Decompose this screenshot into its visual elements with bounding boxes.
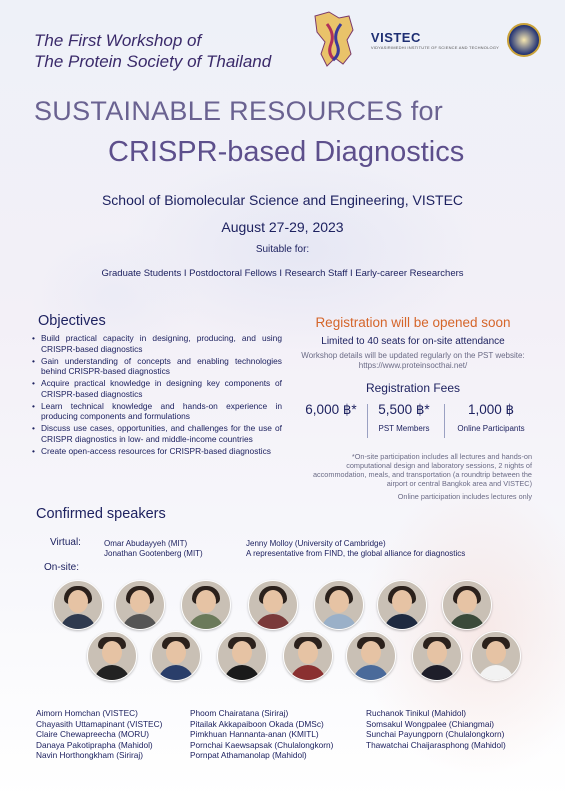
virtual-speakers-col1 xyxy=(104,539,203,559)
speaker-photo xyxy=(442,580,492,630)
speaker-photo xyxy=(87,631,137,681)
vistec-logo-subtext: VIDYASIRIMEDHI INSTITUTE OF SCIENCE AND TECHNOLOGY xyxy=(370,45,499,50)
speaker-name: Danaya Pakotiprapha (Mahidol) xyxy=(36,739,153,750)
speaker-photo xyxy=(471,631,521,681)
objective-item: • Learn technical knowledge and hands-on experience in producing components and formulations xyxy=(32,401,282,422)
fee-label: Online Participants xyxy=(457,424,525,433)
speaker-name: Jonathan Gootenberg (MIT) xyxy=(104,549,203,558)
school-name: School of Biomolecular Science and Engineering, VISTEC xyxy=(101,192,464,208)
speaker-photo xyxy=(283,631,333,681)
objective-item: • Create open-access resources for CRISPR-based diagnostics xyxy=(32,446,282,457)
speaker-photo xyxy=(377,580,427,630)
onsite-speakers-col3 xyxy=(366,708,506,750)
fee-amount: 1,000 ฿ xyxy=(467,402,515,417)
fee-pst-members xyxy=(368,402,440,433)
speaker-photo xyxy=(217,631,267,681)
fee-amount: 5,500 ฿* xyxy=(378,402,430,417)
speaker-name: Pimkhuan Hannanta-anan (KMITL) xyxy=(190,729,319,740)
objectives-list xyxy=(32,333,282,458)
speaker-name: Jenny Molloy (University of Cambridge) xyxy=(246,539,386,548)
speaker-name: Chayasith Uttamapinant (VISTEC) xyxy=(36,718,163,729)
audience-list: Graduate Students I Postdoctoral Fellows I Research Staff I Early-career Researchers xyxy=(101,268,464,279)
speaker-photo xyxy=(314,580,364,630)
speaker-photo xyxy=(346,631,396,681)
speaker-photo xyxy=(412,631,462,681)
main-title-line2: CRISPR-based Diagnostics xyxy=(108,136,465,168)
registration-limit: Limited to 40 seats for on-site attendance xyxy=(321,336,505,347)
speaker-name: Claire Chewapreecha (MORU) xyxy=(36,729,149,740)
speaker-name: A representative from FIND, the global alliance for diagnostics xyxy=(246,549,466,558)
vistec-logo xyxy=(371,30,499,50)
objective-item: • Acquire practical knowledge in designing key components of CRISPR-based diagnostics xyxy=(32,378,282,399)
speaker-name: Pornpat Athamanolap (Mahidol) xyxy=(190,750,307,761)
speaker-photo xyxy=(151,631,201,681)
workshop-title xyxy=(34,30,271,72)
speaker-name: Navin Horthongkham (Siriraj) xyxy=(36,750,143,761)
fee-online xyxy=(446,402,536,433)
workshop-title-line1: The First Workshop of xyxy=(34,31,202,50)
onsite-label: On-site: xyxy=(44,562,80,573)
speaker-name: Pitailak Akkapaiboon Okada (DMSc) xyxy=(190,718,324,729)
royal-seal-icon xyxy=(507,23,541,57)
speakers-heading: Confirmed speakers xyxy=(36,506,166,522)
onsite-speakers-col2 xyxy=(190,708,333,761)
speaker-photo xyxy=(248,580,298,630)
pst-logo-icon xyxy=(305,10,363,70)
speaker-name: Aimorn Homchan (VISTEC) xyxy=(36,708,138,718)
fee-amount: 6,000 ฿* xyxy=(305,402,357,417)
speaker-photo xyxy=(53,580,103,630)
objectives-heading: Objectives xyxy=(38,313,106,329)
speaker-name: Somsakul Wongpalee (Chiangmai) xyxy=(366,718,495,729)
speaker-name: Phoom Chairatana (Siriraj) xyxy=(190,708,289,718)
speaker-photo xyxy=(181,580,231,630)
fee-divider xyxy=(444,404,445,438)
speaker-name: Sunchai Payungporn (Chulalongkorn) xyxy=(366,729,505,740)
virtual-speakers-col2 xyxy=(246,539,465,559)
speaker-name: Thawatchai Chaijarasphong (Mahidol) xyxy=(366,739,506,750)
objective-item: • Build practical capacity in designing, producing, and using CRISPR-based diagnostics xyxy=(32,333,282,354)
fees-fine-print: *On-site participation includes all lectures and hands-on computational design and laboratory sessions, 2 nights of accommodation, meals, and transportation (a roundtrip between the airport or central Bangkok area and VISTEC) xyxy=(312,452,532,488)
fees-heading: Registration Fees xyxy=(365,381,461,395)
registration-website-note: Workshop details will be updated regularly on the PST website: https://www.proteinsocthai.net/ xyxy=(301,351,525,370)
speaker-name: Ruchanok Tinikul (Mahidol) xyxy=(366,708,467,718)
speaker-photo xyxy=(115,580,165,630)
objective-item: • Gain understanding of concepts and enabling technologies behind CRISPR-based diagnostics xyxy=(32,356,282,377)
speaker-name: Pornchai Kaewsapsak (Chulalongkorn) xyxy=(190,739,334,750)
suitable-label: Suitable for: xyxy=(255,244,310,255)
registration-heading: Registration will be opened soon xyxy=(315,315,511,330)
fee-label: PST Members xyxy=(378,424,430,433)
main-title-line1: SUSTAINABLE RESOURCES for xyxy=(34,96,444,126)
virtual-label: Virtual: xyxy=(50,537,81,548)
vistec-logo-text: VISTEC xyxy=(370,30,421,45)
speaker-name: Omar Abudayyeh (MIT) xyxy=(104,539,188,548)
objective-item: • Discuss use cases, opportunities, and challenges for the use of CRISPR diagnostics in low- and middle-income countries xyxy=(32,423,282,444)
logo-group xyxy=(305,10,541,70)
fee-onsite xyxy=(296,402,366,424)
online-participation-note: Online participation includes lectures only xyxy=(397,492,532,501)
event-dates: August 27-29, 2023 xyxy=(221,219,344,235)
onsite-speakers-col1 xyxy=(36,708,162,761)
workshop-title-line2: The Protein Society of Thailand xyxy=(34,52,272,71)
